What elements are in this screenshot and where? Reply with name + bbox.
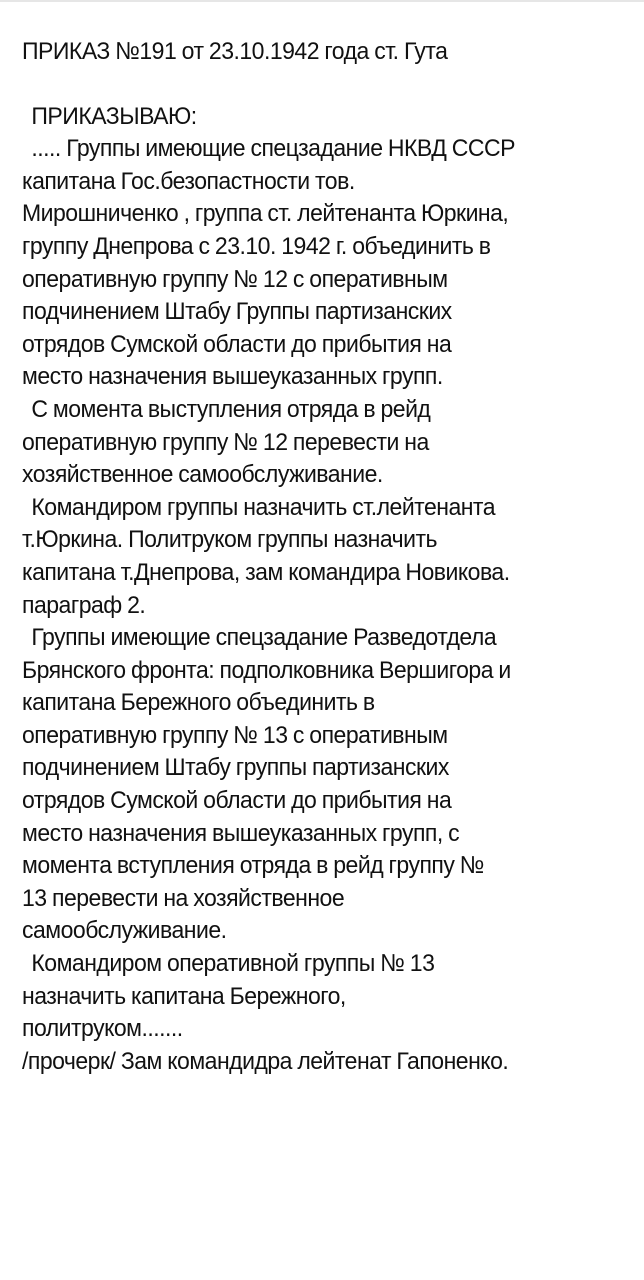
text-line: капитана т.Днепрова, зам командира Новикова. <box>22 558 510 586</box>
document-body <box>22 101 624 1079</box>
text-line: момента вступления отряда в рейд группу № <box>22 852 484 880</box>
text-line: ПРИКАЗЫВАЮ: <box>31 102 197 130</box>
text-line: место назначения вышеуказанных групп, с <box>22 819 460 847</box>
text-line: Группы имеющие спецзадание Разведотдела <box>31 624 497 652</box>
text-line: капитана Бережного объединить в <box>22 689 375 717</box>
text-line: Командиром оперативной группы № 13 <box>31 950 435 978</box>
text-line: самообслуживание. <box>22 917 227 945</box>
text-line: оперативную группу № 12 с оперативным <box>22 265 448 293</box>
text-line: С момента выступления отряда в рейд <box>31 395 431 423</box>
text-line: отрядов Сумской области до прибытия на <box>22 330 452 358</box>
document-title: ПРИКАЗ №191 от 23.10.1942 года ст. Гута <box>22 38 448 65</box>
text-line: капитана Гос.безопастности тов. <box>22 167 355 195</box>
text-line: оперативную группу № 12 перевести на <box>22 428 429 456</box>
text-line: место назначения вышеуказанных групп. <box>22 363 443 391</box>
text-line: Брянского фронта: подполковника Вершигора и <box>22 656 511 684</box>
text-line: подчинением Штабу группы партизанских <box>22 754 449 782</box>
text-line: /прочерк/ Зам командидра лейтенат Гапоненко. <box>22 1047 509 1075</box>
text-line: оперативную группу № 13 с оперативным <box>22 721 448 749</box>
text-line: т.Юркина. Политруком группы назначить <box>22 526 437 554</box>
text-line: ..... Группы имеющие спецзадание НКВД СССР <box>31 135 515 163</box>
text-line: назначить капитана Бережного, <box>22 982 346 1010</box>
text-line: Мирошниченко , группа ст. лейтенанта Юркина, <box>22 200 509 228</box>
text-line: политруком....... <box>22 1015 183 1043</box>
text-line: группу Днепрова с 23.10. 1942 г. объединить в <box>22 232 491 260</box>
text-line: подчинением Штабу Группы партизанских <box>22 298 452 326</box>
text-line: хозяйственное самообслуживание. <box>22 461 383 489</box>
order-document <box>22 36 624 1078</box>
top-divider <box>0 0 644 2</box>
text-line: отрядов Сумской области до прибытия на <box>22 787 452 815</box>
text-line: Командиром группы назначить ст.лейтенанта <box>31 493 496 521</box>
paragraph-heading: параграф 2. <box>22 591 146 619</box>
text-line: 13 перевести на хозяйственное <box>22 884 345 912</box>
